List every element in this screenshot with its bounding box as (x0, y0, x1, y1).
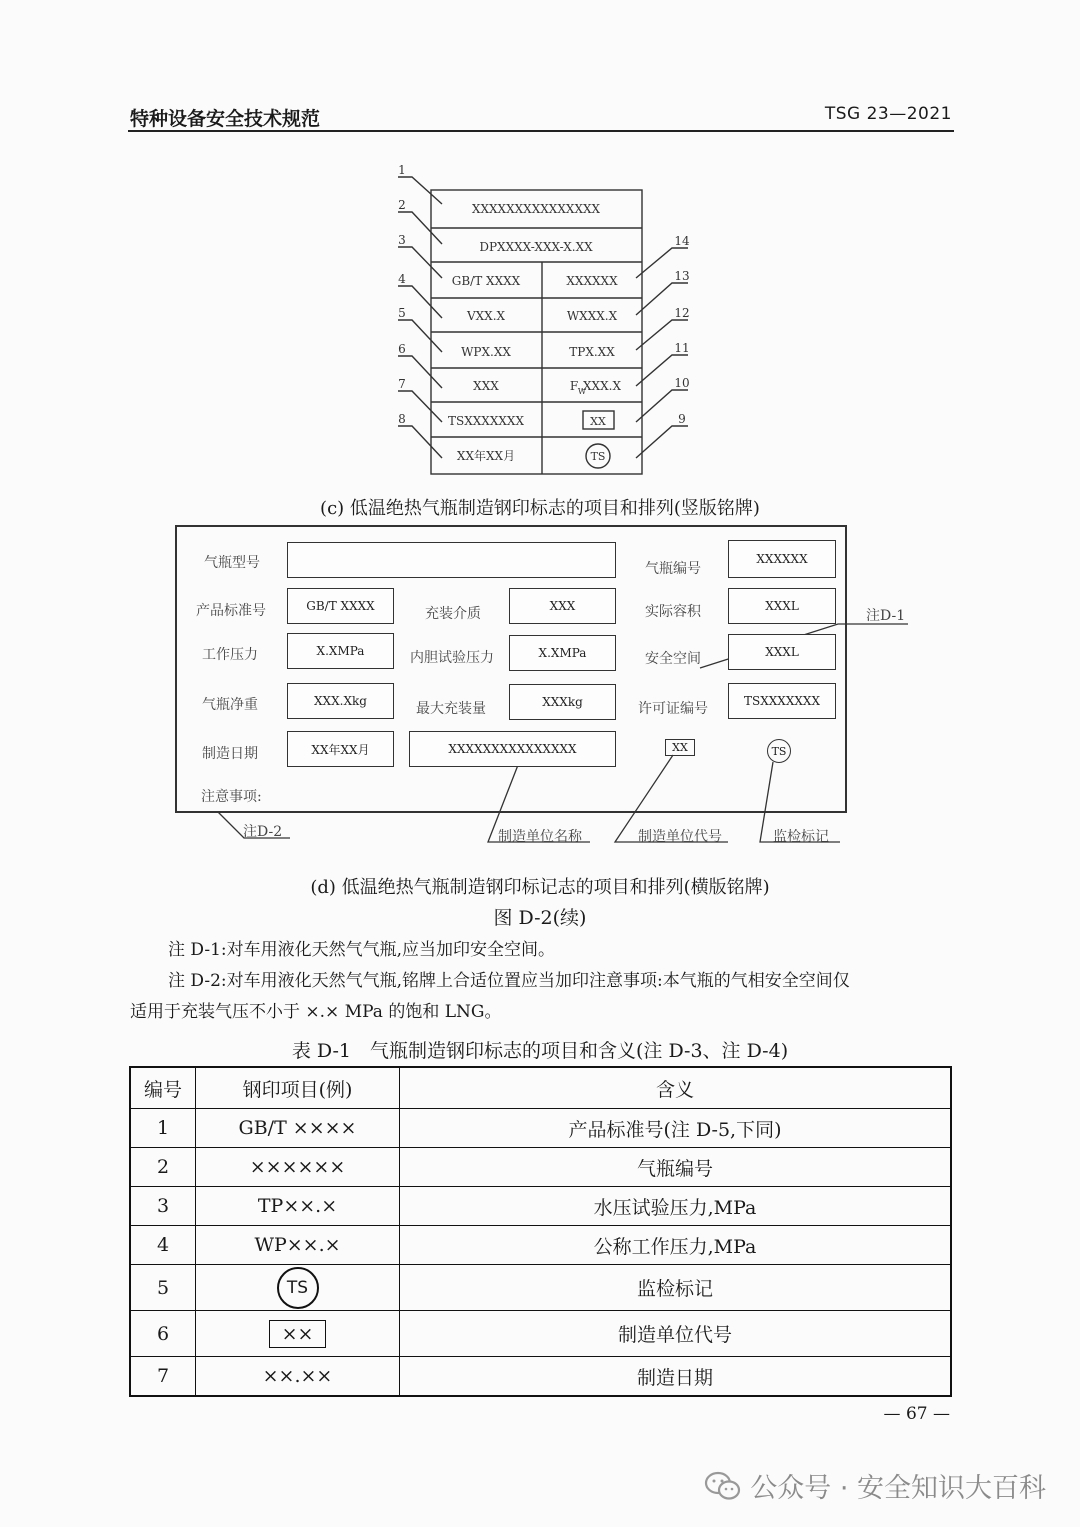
cell-meaning: 气瓶编号 (400, 1148, 952, 1187)
fig-c-num-2: 2 (398, 198, 406, 212)
watermark-text: 公众号 · 安全知识大百科 (750, 1473, 1046, 1504)
table-row (130, 1148, 951, 1187)
header-title: 特种设备安全技术规范 (130, 108, 321, 130)
fig-c-cell-5-right: TPX.XX (569, 345, 615, 359)
field-max-fill: XXXkg (509, 684, 616, 720)
fig-c-num-6: 6 (398, 342, 406, 356)
cell-meaning: 产品标准号(注 D-5,下同) (400, 1109, 952, 1148)
label-medium: 充装介质 (425, 606, 481, 622)
cell-item (196, 1311, 400, 1357)
fig-c-num-3: 3 (398, 233, 406, 247)
label-serial: 气瓶编号 (645, 561, 701, 577)
note-d2: 注 D-2:对车用液化天然气气瓶,铭牌上合适位置应当加印注意事项:本气瓶的气相安全空间仅 (168, 971, 850, 991)
field-pressure: X.XMPa (287, 633, 394, 669)
fig-c-num-13: 13 (674, 269, 690, 283)
fig-c-cell-1: XXXXXXXXXXXXXXX (471, 202, 601, 216)
field-volume: XXXL (728, 588, 836, 624)
fig-c-cell-6-right-sub: W (577, 387, 587, 396)
fig-c-cell-6-right-prefix: F (569, 379, 579, 393)
note-d1: 注 D-1:对车用液化天然气气瓶,应当加印安全空间。 (168, 940, 556, 960)
cell-no: 6 (130, 1311, 196, 1357)
cell-item (196, 1265, 400, 1311)
fig-c-num-4: 4 (398, 272, 406, 286)
fig-c-cell-3-right: XXXXXX (566, 274, 618, 288)
cell-meaning: 制造单位代号 (400, 1311, 952, 1357)
stamp-items-table (129, 1066, 952, 1397)
fig-c-cell-3-left: GB/T XXXX (451, 274, 521, 288)
cell-no: 7 (130, 1357, 196, 1397)
callout-maker-code: 制造单位代号 (638, 829, 722, 845)
table-row (130, 1265, 951, 1311)
label-safe-space: 安全空间 (645, 651, 701, 667)
fig-c-num-7: 7 (398, 377, 406, 391)
fig-c-cell-4-left: VXX.X (466, 309, 506, 323)
table-header-row (130, 1067, 951, 1109)
field-maker-code: XX (665, 739, 695, 756)
fig-c-num-5: 5 (398, 306, 406, 320)
callout-inspection: 监检标记 (773, 829, 829, 845)
label-test-pressure: 内胆试验压力 (410, 650, 494, 666)
fig-c-num-12: 12 (674, 306, 690, 320)
cell-no: 1 (130, 1109, 196, 1148)
label-pressure: 工作压力 (202, 647, 258, 663)
fig-c-cell-4-right: WXXX.X (566, 309, 618, 323)
field-serial: XXXXXX (728, 540, 836, 578)
fig-c-num-1: 1 (398, 163, 406, 177)
table-title: 表 D-1 气瓶制造钢印标志的项目和含义(注 D-3、注 D-4) (291, 1040, 789, 1062)
cell-no: 5 (130, 1265, 196, 1311)
fig-c-code-box: XX (590, 415, 606, 428)
field-model (287, 542, 616, 578)
maker-code-box: ×× (269, 1320, 327, 1348)
field-weight: XXX.Xkg (287, 683, 394, 719)
figure-d-caption: (d) 低温绝热气瓶制造钢印标记志的项目和排列(横版铭牌) (310, 877, 770, 898)
cell-meaning: 水压试验压力,MPa (400, 1187, 952, 1226)
fig-c-cell-6-left: XXX (473, 379, 499, 393)
note-d2-cont: 适用于充装气压不小于 ×.× MPa 的饱和 LNG。 (130, 1002, 502, 1022)
figure-c-caption: (c) 低温绝热气瓶制造钢印标志的项目和排列(竖版铭牌) (320, 498, 760, 519)
field-maker-name: XXXXXXXXXXXXXXX (409, 731, 616, 767)
cell-item: WP××.× (196, 1226, 400, 1265)
th-item: 钢印项目(例) (196, 1067, 400, 1109)
field-test-pressure: X.XMPa (509, 635, 616, 671)
fig-c-num-8: 8 (398, 412, 406, 426)
label-date: 制造日期 (202, 746, 258, 762)
fig-c-cell-7-left: TSXXXXXXX (447, 414, 525, 428)
watermark (704, 1466, 1046, 1505)
field-standard: GB/T XXXX (287, 588, 394, 624)
fig-c-cell-8-left: XX年XX月 (456, 449, 516, 463)
field-date: XX年XX月 (287, 731, 394, 767)
cell-item: TP××.× (196, 1187, 400, 1226)
cell-meaning: 监检标记 (400, 1265, 952, 1311)
fig-c-ts-mark: TS (590, 450, 606, 463)
label-volume: 实际容积 (645, 604, 701, 620)
table-row (130, 1357, 951, 1397)
callout-note-d2: 注D-2 (243, 824, 283, 840)
fig-c-num-10: 10 (674, 376, 690, 390)
table-row (130, 1226, 951, 1265)
field-license: TSXXXXXXX (728, 683, 836, 719)
th-no: 编号 (130, 1067, 196, 1109)
field-safe-space: XXXL (728, 634, 836, 670)
th-meaning: 含义 (400, 1067, 952, 1109)
label-model: 气瓶型号 (204, 555, 260, 571)
table-row (130, 1109, 951, 1148)
cell-no: 3 (130, 1187, 196, 1226)
fig-c-cell-2: DPXXXX-XXX-X.XX (479, 240, 593, 254)
table-row (130, 1187, 951, 1226)
ts-mark-icon: TS (277, 1267, 319, 1309)
fig-c-cell-5-left: WPX.XX (461, 345, 511, 359)
cell-no: 2 (130, 1148, 196, 1187)
callout-maker-name: 制造单位名称 (498, 829, 582, 845)
label-license: 许可证编号 (638, 701, 708, 717)
cell-meaning: 制造日期 (400, 1357, 952, 1397)
fig-c-num-14: 14 (674, 234, 690, 248)
wechat-icon (704, 1470, 742, 1502)
table-row (130, 1311, 951, 1357)
fig-c-num-11: 11 (674, 341, 690, 355)
cell-no: 4 (130, 1226, 196, 1265)
label-weight: 气瓶净重 (202, 697, 258, 713)
header-code: TSG 23—2021 (824, 104, 952, 124)
fig-c-num-9: 9 (678, 412, 686, 426)
cell-item: ××.×× (196, 1357, 400, 1397)
page-number: — 67 — (883, 1404, 950, 1424)
label-standard: 产品标准号 (196, 603, 266, 619)
cell-item: GB/T ×××× (196, 1109, 400, 1148)
fig-c-cell-6-right: XXX.X (583, 379, 621, 393)
field-medium: XXX (509, 588, 616, 624)
label-max-fill: 最大充装量 (416, 701, 486, 717)
ts-mark-icon: TS (767, 739, 791, 763)
callout-note-d1: 注D-1 (866, 608, 906, 624)
cell-item: ×××××× (196, 1148, 400, 1187)
cell-meaning: 公称工作压力,MPa (400, 1226, 952, 1265)
figure-title: 图 D-2(续) (493, 907, 587, 929)
label-notice: 注意事项: (201, 789, 262, 805)
